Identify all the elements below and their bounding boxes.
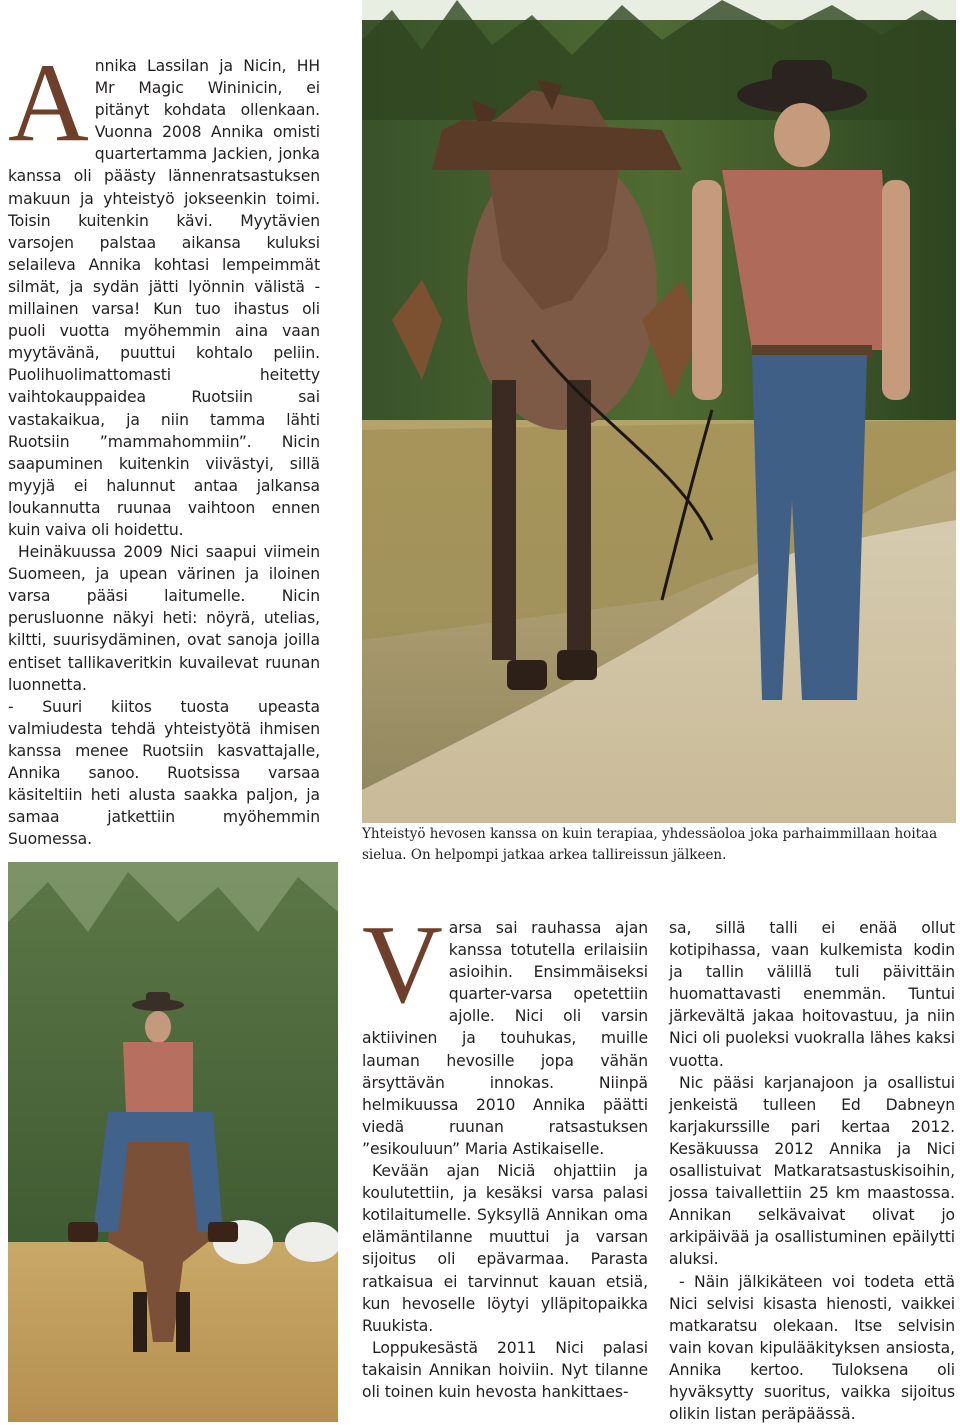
photo-woman-leading-horse [362,0,956,823]
article-column-2 [362,903,648,1403]
column-1-paragraph-2: Heinäkuussa 2009 Nici saapui viimein Suomeen, ja upean värinen ja iloinen varsa pääsi laitumelle. Nicin perusluonne näkyi heti: nöyrä, utelias, kiltti, suurisydäminen, ovat sanoja joilla entiset tallikaveritkin kuvailevat ruunan luonnetta. [8,543,320,694]
photo-woman-riding-horse [8,862,338,1422]
photo-caption: Yhteistyö hevosen kanssa on kuin terapiaa, yhdessäoloa joka parhaimmillaan hoitaa sielua. On helpompi jatkaa arkea tallireissun jälkeen. [362,826,938,863]
section-2-intro-text: arsa sai rauhassa ajan kanssa totutella erilaisiin asioihin. Ensimmäiseksi quarter-varsa opetettiin ajolle. Nici oli varsin aktiivinen ja touhukas, muille lauman hevosille jopa vähän ärsyttävän innokas. Niinpä helmikuussa 2010 Annika päätti viedä ruunan ratsastuksen ”esikouluun” Maria Astikaiselle. [362,919,648,1158]
drop-cap-v: V [362,903,443,1027]
drop-cap-a: A [8,41,89,165]
intro-text: nnika Lassilan ja Nicin, HH Mr Magic Wininicin, ei pitänyt kohdata ollenkaan. Vuonna 2008 Annika omisti quartertamma Jackien, jonka kanssa oli päästy lännenratsastuksen makuun ja yhteistyö jokseenkin toimi. Toisin kuitenkin kävi. Myytävien varsojen palstaa aikansa kuluksi selaileva Annika kohtasi lempeimmät silmät, ja sydän jätti lyönnin välistä -millainen varsa! Kun tuo ihastus oli puoli vuotta myöhemmin aina vaan myytävänä, puuttui kohtalo peliin. Puolihuolimattomasti heitetty vaihtokauppaidea Ruotsiin sai vastakaikua, ja niin tamma lähti Ruotsiin ”mammahommiin”. Nicin saapuminen kuitenkin viivästyi, sillä myyjä ei halunnut antaa jalkansa loukannutta ruunaa vaihtoon ennen kuin vaiva oli hoidettu. [8,57,320,539]
article-column-1 [8,41,320,850]
column-3-paragraph-2: Nic pääsi karjanajoon ja osallistui jenkeistä tulleen Ed Dabneyn karjakurssille pari kertaa 2012. Kesäkuussa 2012 Annika ja Nici osallistuivat Matkaratsastuskisoihin, jossa taivallettiin 25 km maastossa. Annikan selkävaivat olivat jo arkipäivää ja osallistuminen epäilytti aluksi. [669,1073,955,1269]
article-column-3 [669,917,955,1425]
section-2-intro-paragraph [362,903,648,1160]
column-1-paragraph-3: - Suuri kiitos tuosta upeasta valmiudesta tehdä yhteistyötä ihmisen kanssa menee Ruotsiin kasvattajalle, Annika sanoo. Ruotsissa varsaa käsiteltiin heti alusta saakka paljon, ja samaa jatkettiin myöhemmin Suomessa. [8,697,320,849]
intro-paragraph [8,41,320,541]
column-2-paragraph-2: Kevään ajan Niciä ohjattiin ja koulutettiin, ja kesäksi varsa palasi kotilaitumelle. Syksyllä Annikan oma elämäntilanne muuttui ja varsan sijoitus oli epävarmaa. Parasta ratkaisua ei tarvinnut kauan etsiä, kun hevoselle löytyi ylläpitopaikka Ruukista. [362,1162,648,1335]
column-3-paragraph-1: sa, sillä talli ei enää ollut kotipihassa, vaan kulkemista kodin ja tallin välillä tuli päivittäin huomattavasti enemmän. Tuntui järkevältä jakaa hoitovastuu, ja niin Nici oli puoleksi vuokralla lähes kaksi vuotta. [669,919,955,1070]
column-3-paragraph-3: - Näin jälkikäteen voi todeta että Nici selvisi kisasta hienosti, vaikkei matkaratsu olekaan. Itse selvisin vain kovan kipulääkityksen ansiosta, Annika kertoo. Tuloksena oli hyväksytty suoritus, vaikka sijoitus olikin listan peräpäässä. [669,1272,955,1424]
column-2-paragraph-3: Loppukesästä 2011 Nici palasi takaisin Annikan hoiviin. Nyt tilanne oli toinen kuin hevosta hankittaes- [362,1338,648,1401]
